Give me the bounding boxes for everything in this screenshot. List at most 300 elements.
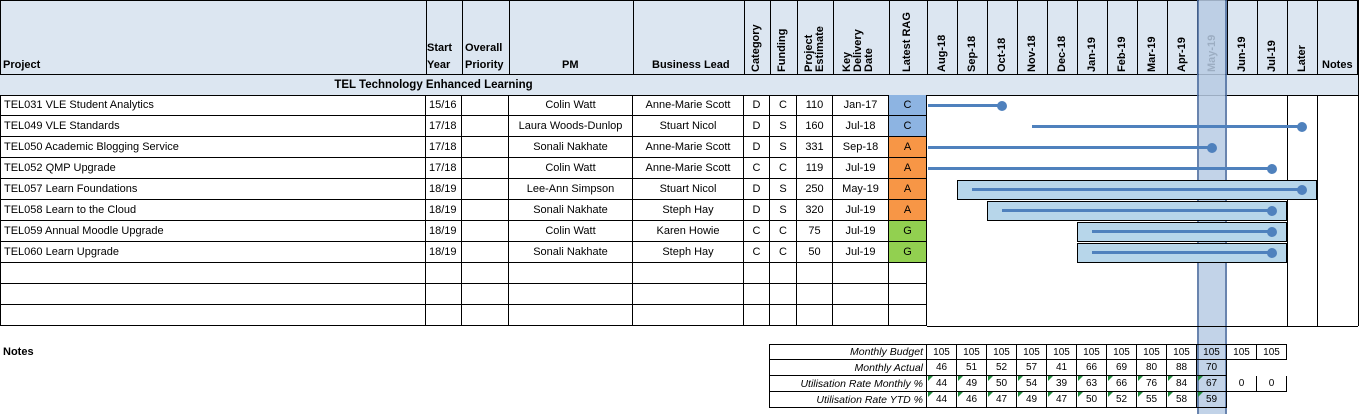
milestone-marker — [997, 101, 1007, 111]
priority-cell[interactable] — [462, 116, 509, 137]
delivery-date-text: Sep-18 — [842, 141, 879, 153]
project-name-text: TEL057 Learn Foundations — [4, 183, 138, 195]
header-divider — [1107, 0, 1108, 74]
category-cell[interactable] — [744, 200, 770, 221]
pm-text: Laura Woods-Dunlop — [518, 120, 623, 132]
rag-status-text: A — [903, 141, 912, 153]
estimate-text: 160 — [805, 120, 824, 132]
project-name-cell[interactable] — [0, 137, 426, 158]
summary-value: 63 — [1077, 376, 1107, 392]
business-lead-cell[interactable] — [633, 305, 744, 326]
estimate-cell[interactable] — [797, 200, 833, 221]
estimate-cell[interactable] — [797, 284, 833, 305]
delivery-date-text: Jul-18 — [845, 120, 876, 132]
delivery-date-text: Jul-19 — [845, 225, 876, 237]
formula-flag — [1108, 376, 1113, 381]
summary-value: 54 — [1017, 376, 1047, 392]
start-year-cell[interactable] — [426, 116, 462, 137]
summary-value: 0 — [1257, 376, 1287, 392]
pm-text: Sonali Nakhate — [533, 204, 608, 216]
delivery-date-cell[interactable] — [833, 200, 889, 221]
category-text: C — [752, 225, 761, 237]
estimate-cell[interactable] — [797, 179, 833, 200]
priority-cell[interactable] — [462, 95, 509, 116]
delivery-date-cell[interactable] — [833, 263, 889, 284]
pm-cell[interactable] — [509, 242, 633, 263]
priority-cell[interactable] — [462, 284, 509, 305]
business-lead-text: Stuart Nicol — [659, 120, 717, 132]
pm-cell[interactable] — [509, 95, 633, 116]
rag-status-cell[interactable] — [889, 137, 927, 158]
category-text: D — [752, 99, 761, 111]
summary-value: 58 — [1167, 392, 1197, 408]
summary-value: 105 — [1167, 344, 1197, 360]
business-lead-text: Anne-Marie Scott — [645, 162, 731, 174]
start-year-text: 17/18 — [429, 162, 457, 174]
summary-value: 105 — [1077, 344, 1107, 360]
milestone-marker — [1267, 227, 1277, 237]
start-year-cell[interactable] — [426, 221, 462, 242]
project-name-cell[interactable] — [0, 95, 426, 116]
header-divider — [633, 0, 634, 74]
formula-flag — [1048, 376, 1053, 381]
funding-cell[interactable] — [770, 116, 797, 137]
project-name-cell[interactable] — [0, 116, 426, 137]
gantt-line — [1092, 251, 1272, 254]
column-header-start-year-2: Year — [427, 59, 451, 71]
summary-label: Monthly Actual — [769, 360, 927, 376]
category-cell[interactable] — [744, 221, 770, 242]
estimate-cell[interactable] — [797, 242, 833, 263]
delivery-date-cell[interactable] — [833, 95, 889, 116]
funding-text: C — [779, 225, 787, 237]
gantt-line — [1032, 125, 1302, 128]
rag-status-cell[interactable] — [889, 158, 927, 179]
delivery-date-cell[interactable] — [833, 284, 889, 305]
business-lead-cell[interactable] — [633, 116, 744, 137]
business-lead-cell[interactable] — [633, 263, 744, 284]
business-lead-cell[interactable] — [633, 200, 744, 221]
start-year-cell[interactable] — [426, 95, 462, 116]
estimate-cell[interactable] — [797, 305, 833, 326]
estimate-text: 75 — [808, 225, 821, 237]
delivery-date-cell[interactable] — [833, 158, 889, 179]
category-cell[interactable] — [744, 116, 770, 137]
grid-bottom-line — [927, 326, 1358, 327]
priority-cell[interactable] — [462, 242, 509, 263]
business-lead-text: Anne-Marie Scott — [645, 99, 731, 111]
category-cell[interactable] — [744, 242, 770, 263]
summary-value: 105 — [1047, 344, 1077, 360]
estimate-text: 320 — [805, 204, 824, 216]
priority-cell[interactable] — [462, 200, 509, 221]
header-divider — [1137, 0, 1138, 74]
estimate-cell[interactable] — [797, 221, 833, 242]
priority-cell[interactable] — [462, 158, 509, 179]
category-text: D — [752, 120, 761, 132]
project-name-text: TEL050 Academic Blogging Service — [4, 141, 179, 153]
category-cell[interactable] — [744, 137, 770, 158]
estimate-cell[interactable] — [797, 263, 833, 284]
estimate-text: 50 — [808, 246, 821, 258]
summary-value: 80 — [1137, 360, 1167, 376]
summary-label: Monthly Budget — [769, 344, 927, 360]
rag-status-cell[interactable] — [889, 200, 927, 221]
rag-status-cell[interactable] — [889, 242, 927, 263]
later-column-left — [1287, 95, 1288, 326]
funding-cell[interactable] — [770, 284, 797, 305]
header-divider — [1017, 0, 1018, 74]
estimate-text: 331 — [805, 141, 824, 153]
formula-flag — [1198, 392, 1203, 397]
summary-value: 66 — [1107, 376, 1137, 392]
start-year-cell[interactable] — [426, 158, 462, 179]
start-year-cell[interactable] — [426, 305, 462, 326]
business-lead-cell[interactable] — [633, 95, 744, 116]
header-divider — [509, 0, 510, 74]
business-lead-cell[interactable] — [633, 284, 744, 305]
formula-flag — [988, 392, 993, 397]
category-cell[interactable] — [744, 263, 770, 284]
column-header-month: Sep-18 — [966, 35, 978, 72]
estimate-cell[interactable] — [797, 95, 833, 116]
start-year-text: 17/18 — [429, 141, 457, 153]
column-header-pm: PM — [562, 59, 579, 71]
column-header-month: Oct-18 — [996, 37, 1008, 72]
funding-text: S — [779, 183, 787, 195]
project-name-cell[interactable] — [0, 221, 426, 242]
summary-value: 105 — [957, 344, 987, 360]
delivery-date-cell[interactable] — [833, 116, 889, 137]
funding-text: S — [779, 120, 787, 132]
pm-cell[interactable] — [509, 305, 633, 326]
formula-flag — [928, 376, 933, 381]
category-cell[interactable] — [744, 179, 770, 200]
start-year-cell[interactable] — [426, 137, 462, 158]
rag-status-text: A — [903, 183, 912, 195]
notes-column-left — [1317, 95, 1318, 326]
column-header-category: Category — [750, 24, 762, 72]
header-divider — [1287, 0, 1288, 74]
column-header-delivery-date: Key Delivery Date — [841, 29, 875, 72]
delivery-date-cell[interactable] — [833, 179, 889, 200]
pm-text: Sonali Nakhate — [533, 141, 608, 153]
rag-status-cell[interactable] — [889, 221, 927, 242]
summary-value: 44 — [927, 376, 957, 392]
business-lead-cell[interactable] — [633, 242, 744, 263]
funding-cell[interactable] — [770, 137, 797, 158]
column-header-latest-rag: Latest RAG — [901, 12, 913, 72]
funding-cell[interactable] — [770, 221, 797, 242]
pm-cell[interactable] — [509, 116, 633, 137]
estimate-text: 119 — [805, 162, 824, 174]
summary-value: 67 — [1197, 376, 1227, 392]
pm-cell[interactable] — [509, 158, 633, 179]
header-divider — [1047, 0, 1048, 74]
rag-status-cell[interactable] — [889, 305, 927, 326]
delivery-date-cell[interactable] — [833, 242, 889, 263]
header-divider — [1077, 0, 1078, 74]
delivery-date-text: May-19 — [842, 183, 879, 195]
milestone-marker — [1297, 185, 1307, 195]
summary-value: 50 — [987, 376, 1017, 392]
estimate-cell[interactable] — [797, 158, 833, 179]
funding-cell[interactable] — [770, 179, 797, 200]
funding-text: C — [779, 162, 787, 174]
summary-value: 105 — [1107, 344, 1137, 360]
header-divider — [770, 0, 771, 74]
business-lead-cell[interactable] — [633, 179, 744, 200]
rag-status-text: G — [903, 246, 912, 258]
summary-value: 41 — [1047, 360, 1077, 376]
pm-cell[interactable] — [509, 284, 633, 305]
project-name-cell[interactable] — [0, 242, 426, 263]
summary-value: 59 — [1197, 392, 1227, 408]
priority-cell[interactable] — [462, 137, 509, 158]
category-cell[interactable] — [744, 95, 770, 116]
column-header-project-estimate: Project Estimate — [803, 26, 826, 72]
estimate-text: 250 — [805, 183, 824, 195]
summary-value: 105 — [1197, 344, 1227, 360]
summary-value: 47 — [1047, 392, 1077, 408]
formula-flag — [958, 376, 963, 381]
gantt-line — [1002, 209, 1272, 212]
header-divider — [987, 0, 988, 74]
summary-value: 88 — [1167, 360, 1197, 376]
summary-value: 105 — [1017, 344, 1047, 360]
column-header-month: Feb-19 — [1116, 36, 1128, 72]
summary-value: 52 — [987, 360, 1017, 376]
category-text: D — [752, 183, 761, 195]
project-name-cell[interactable] — [0, 284, 426, 305]
formula-flag — [928, 392, 933, 397]
formula-flag — [1018, 392, 1023, 397]
project-name-text: TEL060 Learn Upgrade — [4, 246, 119, 258]
funding-text: S — [779, 204, 787, 216]
funding-cell[interactable] — [770, 305, 797, 326]
priority-cell[interactable] — [462, 221, 509, 242]
column-header-priority-2: Priority — [465, 59, 504, 71]
business-lead-text: Steph Hay — [662, 204, 714, 216]
summary-label: Utilisation Rate YTD % — [769, 392, 927, 408]
formula-flag — [1108, 392, 1113, 397]
formula-flag — [1198, 376, 1203, 381]
start-year-cell[interactable] — [426, 242, 462, 263]
start-year-cell[interactable] — [426, 179, 462, 200]
formula-flag — [1048, 392, 1053, 397]
pm-text: Colin Watt — [545, 99, 596, 111]
summary-value: 49 — [1017, 392, 1047, 408]
pm-cell[interactable] — [509, 263, 633, 284]
rag-status-cell[interactable] — [889, 263, 927, 284]
pm-cell[interactable] — [509, 221, 633, 242]
delivery-date-text: Jan-17 — [843, 99, 878, 111]
column-header-notes: Notes — [1322, 59, 1353, 71]
start-year-cell[interactable] — [426, 263, 462, 284]
section-title: TEL Technology Enhanced Learning — [334, 79, 533, 91]
project-name-text: TEL031 VLE Student Analytics — [4, 99, 154, 111]
project-name-cell[interactable] — [0, 179, 426, 200]
project-name-cell[interactable] — [0, 305, 426, 326]
funding-cell[interactable] — [770, 158, 797, 179]
formula-flag — [1078, 392, 1083, 397]
summary-value: 105 — [1227, 344, 1257, 360]
column-header-project: Project — [3, 59, 41, 71]
summary-value: 49 — [957, 376, 987, 392]
column-header-month: Later — [1296, 45, 1308, 72]
gantt-line — [928, 146, 1212, 149]
milestone-marker — [1267, 206, 1277, 216]
category-text: C — [752, 162, 761, 174]
summary-value: 105 — [1137, 344, 1167, 360]
priority-cell[interactable] — [462, 263, 509, 284]
gantt-line — [928, 167, 1272, 170]
category-cell[interactable] — [744, 158, 770, 179]
funding-cell[interactable] — [770, 242, 797, 263]
formula-flag — [1138, 392, 1143, 397]
delivery-date-text: Jul-19 — [845, 162, 876, 174]
grid-right-edge — [1358, 0, 1359, 326]
milestone-marker — [1267, 248, 1277, 258]
summary-value: 69 — [1107, 360, 1137, 376]
column-header-month: Jul-19 — [1266, 40, 1278, 72]
header-divider — [957, 0, 958, 74]
project-name-cell[interactable] — [0, 200, 426, 221]
formula-flag — [1168, 392, 1173, 397]
pm-text: Colin Watt — [545, 162, 596, 174]
header-divider — [833, 0, 834, 74]
delivery-date-cell[interactable] — [833, 137, 889, 158]
summary-value: 57 — [1017, 360, 1047, 376]
start-year-text: 15/16 — [429, 99, 457, 111]
rag-status-text: C — [903, 120, 912, 132]
header-divider — [889, 0, 890, 74]
summary-value: 105 — [927, 344, 957, 360]
project-name-text: TEL058 Learn to the Cloud — [4, 204, 137, 216]
formula-flag — [1168, 376, 1173, 381]
pm-cell[interactable] — [509, 137, 633, 158]
business-lead-cell[interactable] — [633, 158, 744, 179]
start-year-cell[interactable] — [426, 284, 462, 305]
funding-text: S — [779, 141, 787, 153]
delivery-date-cell[interactable] — [833, 221, 889, 242]
formula-flag — [958, 392, 963, 397]
formula-flag — [1078, 376, 1083, 381]
priority-cell[interactable] — [462, 305, 509, 326]
header-divider — [797, 0, 798, 74]
summary-value: 52 — [1107, 392, 1137, 408]
estimate-cell[interactable] — [797, 116, 833, 137]
summary-value: 70 — [1197, 360, 1227, 376]
milestone-marker — [1297, 122, 1307, 132]
header-divider — [744, 0, 745, 74]
pm-text: Sonali Nakhate — [533, 246, 608, 258]
priority-cell[interactable] — [462, 179, 509, 200]
project-name-cell[interactable] — [0, 158, 426, 179]
delivery-date-text: Jul-19 — [845, 204, 876, 216]
pm-cell[interactable] — [509, 200, 633, 221]
header-divider — [927, 0, 928, 74]
milestone-marker — [1267, 164, 1277, 174]
start-year-text: 18/19 — [429, 183, 457, 195]
column-header-month: Dec-18 — [1056, 35, 1068, 72]
notes-label: Notes — [3, 346, 34, 358]
funding-cell[interactable] — [770, 200, 797, 221]
gantt-line — [1092, 230, 1272, 233]
business-lead-cell[interactable] — [633, 137, 744, 158]
start-year-cell[interactable] — [426, 200, 462, 221]
business-lead-text: Steph Hay — [662, 246, 714, 258]
start-year-text: 18/19 — [429, 246, 457, 258]
rag-status-cell[interactable] — [889, 179, 927, 200]
category-cell[interactable] — [744, 284, 770, 305]
formula-flag — [1138, 376, 1143, 381]
funding-text: C — [779, 246, 787, 258]
summary-value: 47 — [987, 392, 1017, 408]
funding-cell[interactable] — [770, 263, 797, 284]
category-text: C — [752, 246, 761, 258]
rag-status-cell[interactable] — [889, 284, 927, 305]
summary-value: 39 — [1047, 376, 1077, 392]
rag-status-cell[interactable] — [889, 116, 927, 137]
column-header-month: Jun-19 — [1236, 36, 1248, 72]
project-name-text: TEL052 QMP Upgrade — [4, 162, 116, 174]
header-divider — [1317, 0, 1318, 74]
milestone-marker — [1207, 143, 1217, 153]
formula-flag — [1018, 376, 1023, 381]
start-year-text: 18/19 — [429, 225, 457, 237]
summary-value: 55 — [1137, 392, 1167, 408]
business-lead-text: Stuart Nicol — [659, 183, 717, 195]
pm-cell[interactable] — [509, 179, 633, 200]
column-header-month: Mar-19 — [1146, 36, 1158, 72]
summary-label: Utilisation Rate Monthly % — [769, 376, 927, 392]
column-header-funding: Funding — [776, 28, 788, 72]
project-name-text: TEL049 VLE Standards — [4, 120, 120, 132]
project-name-cell[interactable] — [0, 263, 426, 284]
delivery-date-cell[interactable] — [833, 305, 889, 326]
summary-value: 44 — [927, 392, 957, 408]
start-year-text: 18/19 — [429, 204, 457, 216]
column-header-business-lead: Business Lead — [652, 59, 730, 71]
category-cell[interactable] — [744, 305, 770, 326]
rag-status-cell[interactable] — [889, 95, 927, 116]
category-text: D — [752, 141, 761, 153]
summary-value: 0 — [1227, 376, 1257, 392]
summary-value: 46 — [957, 392, 987, 408]
column-header-month: Jan-19 — [1086, 37, 1098, 72]
project-name-text: TEL059 Annual Moodle Upgrade — [4, 225, 164, 237]
rag-status-text: C — [903, 99, 912, 111]
business-lead-cell[interactable] — [633, 221, 744, 242]
column-header-month: Aug-18 — [936, 34, 948, 72]
column-header-priority-1: Overall — [465, 42, 503, 54]
gantt-line — [928, 104, 1002, 107]
summary-value: 76 — [1137, 376, 1167, 392]
summary-value: 105 — [1257, 344, 1287, 360]
summary-value: 51 — [957, 360, 987, 376]
column-header-month: Nov-18 — [1026, 35, 1038, 72]
funding-cell[interactable] — [770, 95, 797, 116]
summary-value: 105 — [987, 344, 1017, 360]
pm-text: Lee-Ann Simpson — [526, 183, 615, 195]
estimate-cell[interactable] — [797, 137, 833, 158]
summary-value: 46 — [927, 360, 957, 376]
summary-value: 50 — [1077, 392, 1107, 408]
rag-status-text: G — [903, 225, 912, 237]
category-text: D — [752, 204, 761, 216]
estimate-text: 110 — [805, 99, 824, 111]
